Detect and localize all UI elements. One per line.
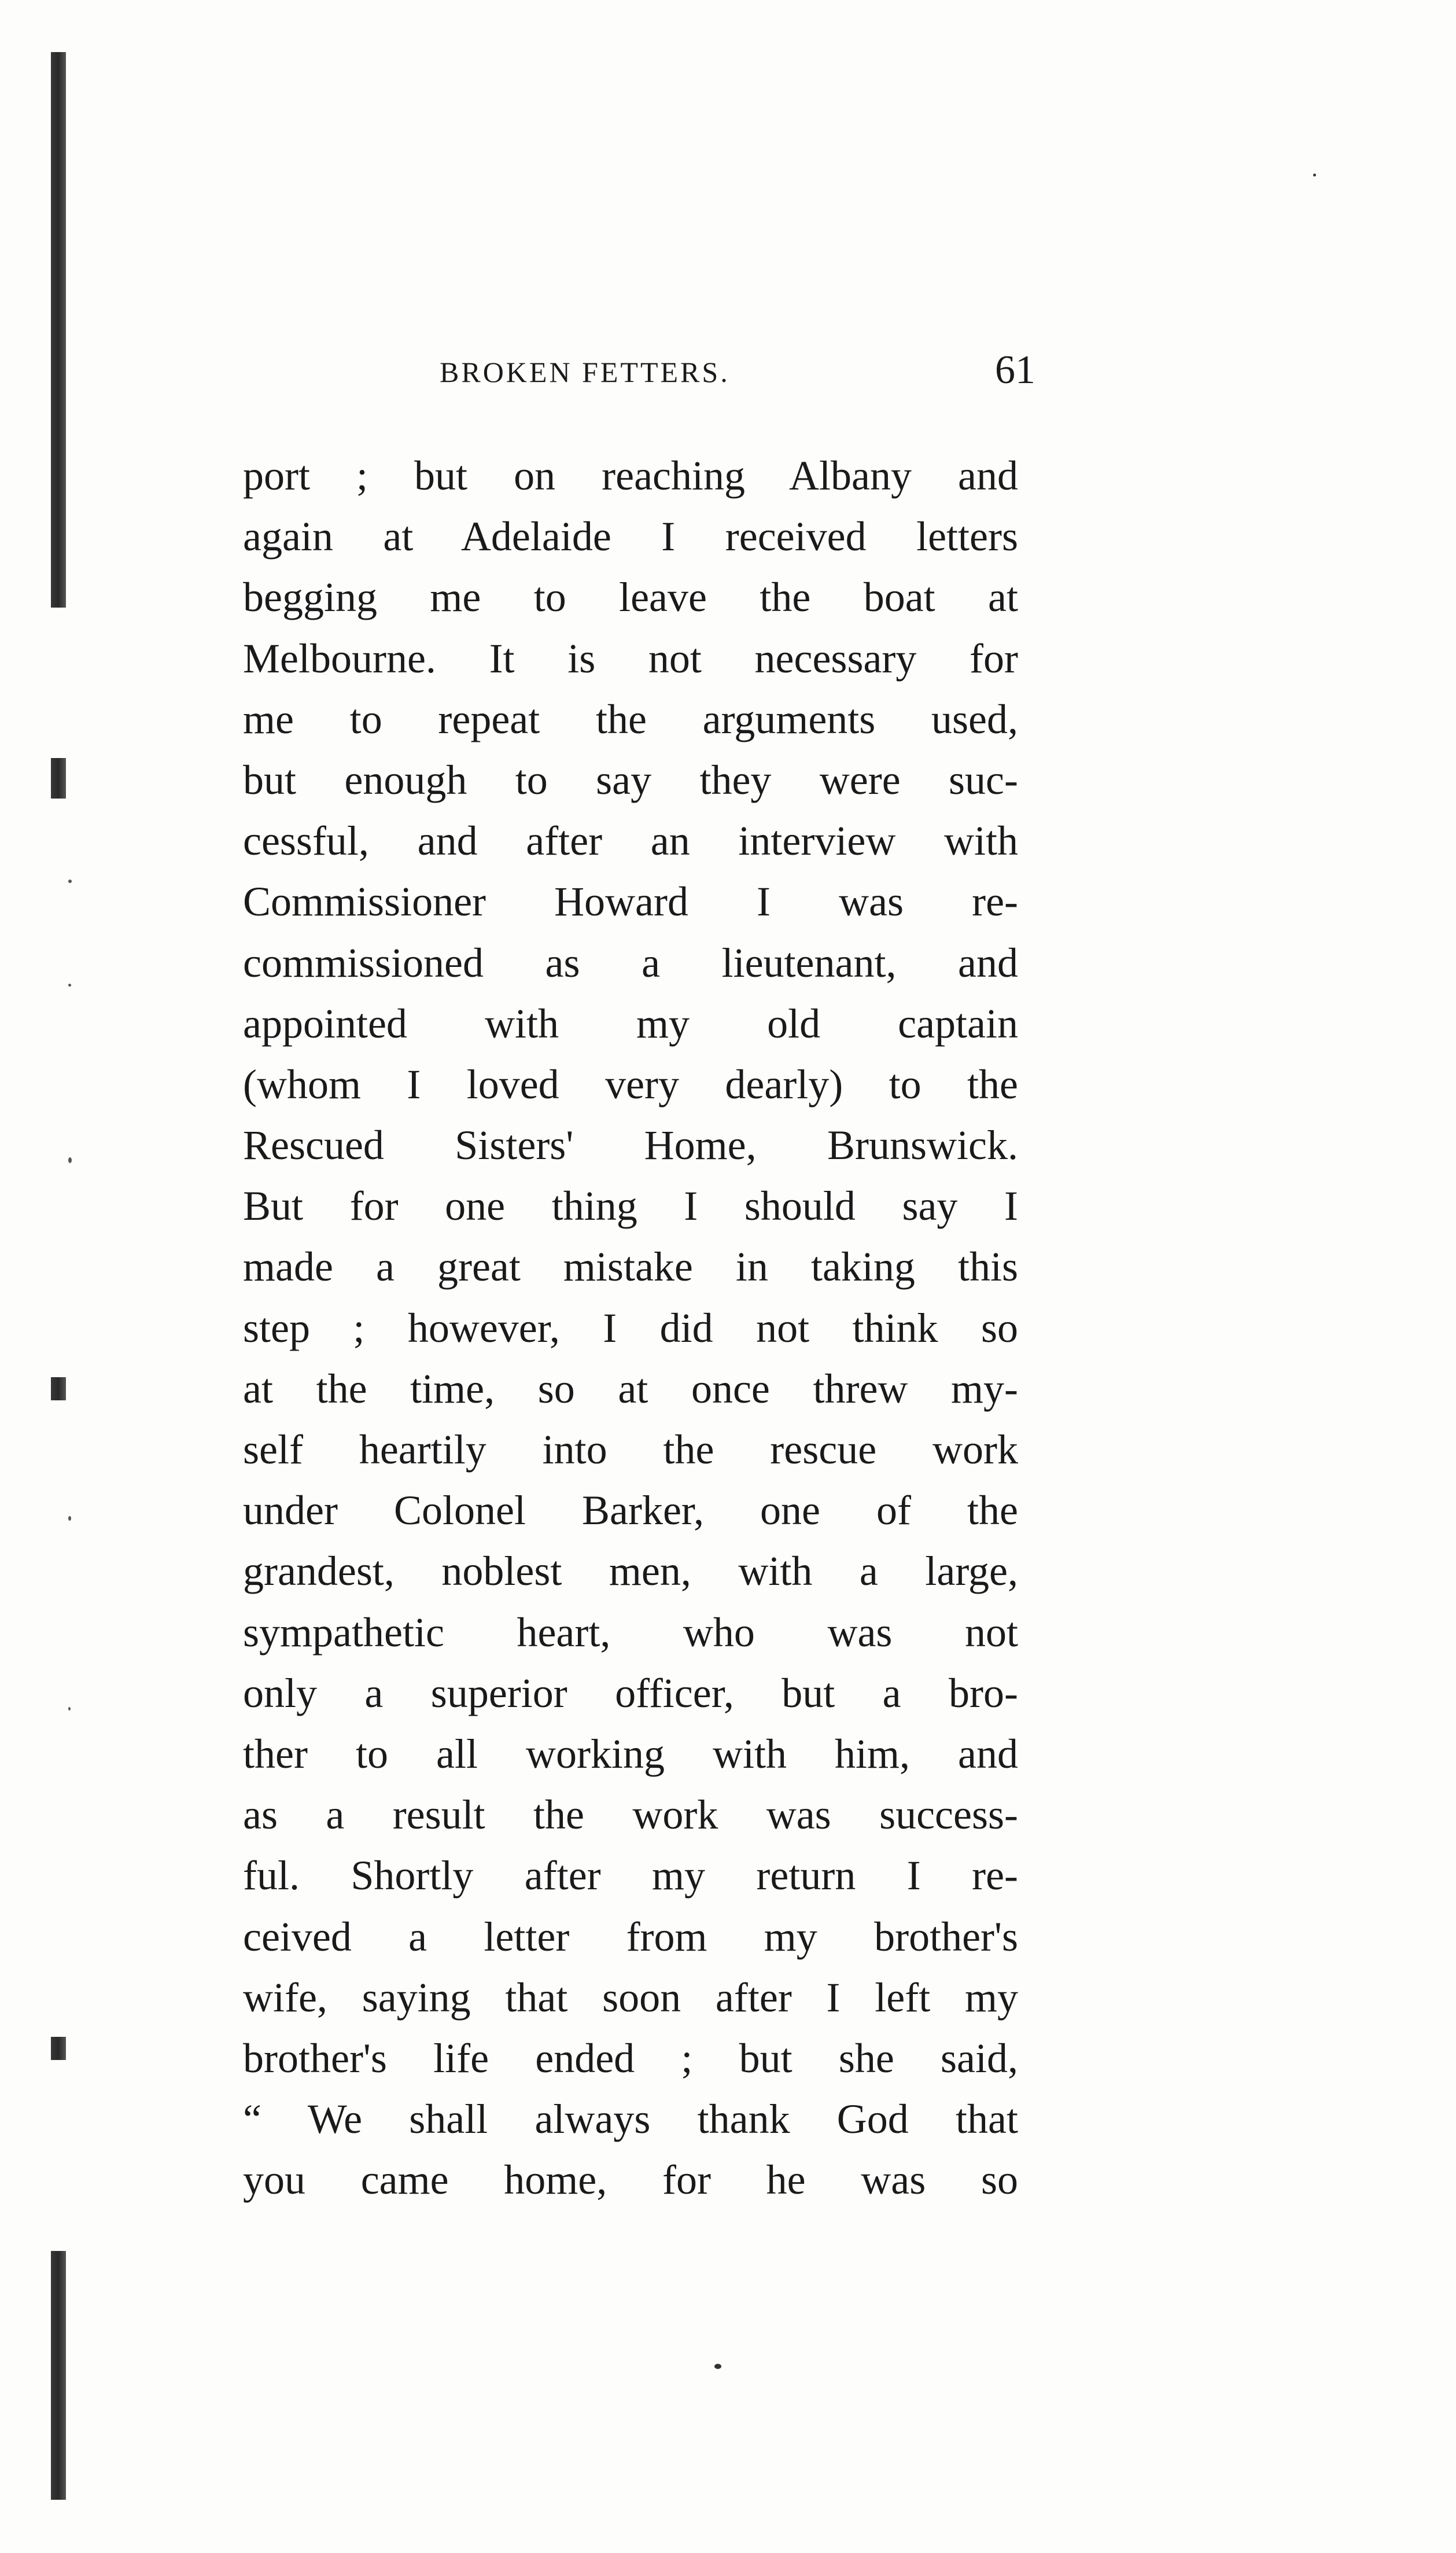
scan-speck <box>68 1516 71 1521</box>
binding-gap <box>51 1400 68 2037</box>
text-line: Melbourne. It is not necessary for <box>243 635 1018 682</box>
text-line: me to repeat the arguments used, <box>243 696 1018 742</box>
text-line: But for one thing I should say I <box>243 1183 1018 1230</box>
text-line: wife, saying that soon after I left my <box>243 1974 1018 2021</box>
binding-gap <box>51 799 68 1377</box>
text-line: Rescued Sisters' Home, Brunswick. <box>243 1122 1018 1169</box>
ink-speck <box>1313 174 1316 176</box>
text-line: sympathetic heart, who was not <box>243 1609 1018 1656</box>
text-line: made a great mistake in taking this <box>243 1244 1018 1290</box>
scan-speck <box>68 880 72 883</box>
text-line: but enough to say they were suc- <box>243 756 1018 803</box>
text-line: brother's life ended ; but she said, <box>243 2035 1018 2081</box>
text-line: self heartily into the rescue work <box>243 1426 1018 1473</box>
text-line: “ We shall always thank God that <box>243 2096 1018 2143</box>
text-line: (whom I loved very dearly) to the <box>243 1061 1018 1108</box>
running-title: BROKEN FETTERS. <box>440 356 730 388</box>
text-line: Commissioner Howard I was re- <box>243 878 1018 925</box>
text-line: appointed with my old captain <box>243 1000 1018 1047</box>
text-line: again at Adelaide I received letters <box>243 513 1018 560</box>
text-line: begging me to leave the boat at <box>243 574 1018 621</box>
scan-speck <box>68 1157 72 1163</box>
text-line: you came home, for he was so <box>243 2157 1018 2203</box>
text-line: as a result the work was success- <box>243 1791 1018 1838</box>
page-number: 61 <box>995 348 1035 392</box>
binding-gap <box>51 2060 68 2251</box>
body-text <box>243 446 1018 2210</box>
text-line: commissioned as a lieutenant, and <box>243 939 1018 986</box>
text-line: cessful, and after an interview with <box>243 818 1018 865</box>
text-line: ful. Shortly after my return I re- <box>243 1852 1018 1899</box>
text-line: grandest, noblest men, with a large, <box>243 1548 1018 1595</box>
text-line: at the time, so at once threw my- <box>243 1365 1018 1412</box>
text-line: only a superior officer, but a bro- <box>243 1669 1018 1716</box>
scan-speck <box>68 984 71 987</box>
running-header <box>440 347 1041 399</box>
binding-gap <box>51 608 68 758</box>
text-line: under Colonel Barker, one of the <box>243 1487 1018 1534</box>
scan-speck <box>68 1707 71 1710</box>
ink-speck <box>714 2364 721 2369</box>
text-line: step ; however, I did not think so <box>243 1304 1018 1351</box>
text-line: port ; but on reaching Albany and <box>243 453 1018 499</box>
text-line: ceived a letter from my brother's <box>243 1913 1018 1960</box>
text-line: ther to all working with him, and <box>243 1730 1018 1777</box>
